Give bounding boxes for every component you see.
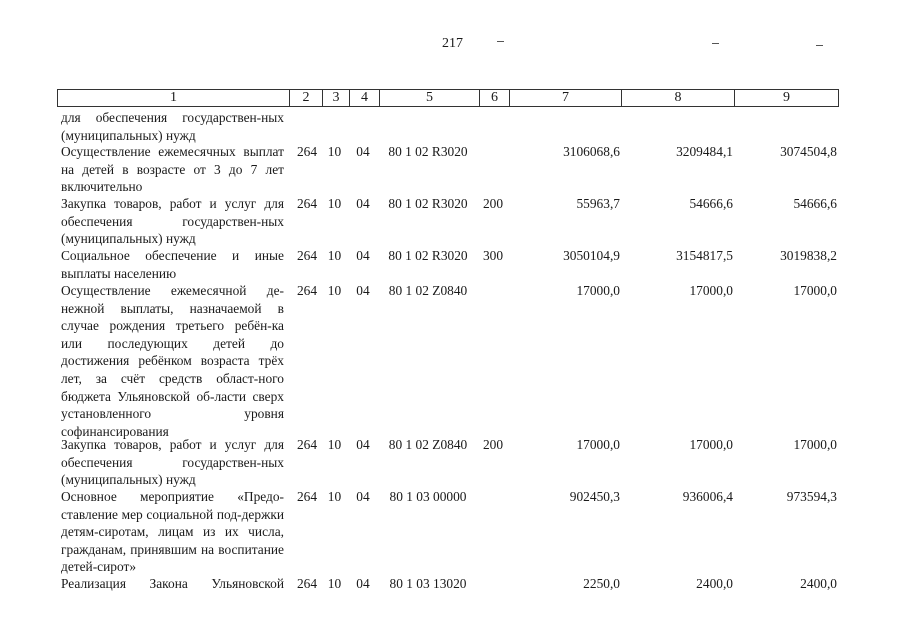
header-col-1: 1 bbox=[170, 90, 177, 105]
cell-col-8: 3154817,5 bbox=[676, 248, 733, 263]
scan-mark bbox=[497, 41, 504, 42]
cell-col-7: 2250,0 bbox=[583, 576, 620, 591]
row-description: Социальное обеспечение и иные выплаты населению bbox=[61, 248, 284, 281]
cell-col-9: 2400,0 bbox=[800, 576, 837, 591]
cell-col-5: 80 1 02 R3020 bbox=[388, 144, 468, 159]
cell-col-9: 973594,3 bbox=[786, 489, 837, 504]
cell-col-2: 264 bbox=[296, 283, 318, 298]
header-col-2: 2 bbox=[289, 90, 322, 106]
row-description: Реализация Закона Ульяновской bbox=[61, 576, 284, 591]
cell-col-7: 902450,3 bbox=[569, 489, 620, 504]
cell-col-4: 04 bbox=[356, 144, 370, 159]
cell-col-8: 17000,0 bbox=[689, 283, 733, 298]
cell-col-3: 10 bbox=[327, 144, 342, 159]
cell-col-7: 55963,7 bbox=[576, 196, 620, 211]
cell-col-2: 264 bbox=[296, 489, 318, 504]
cell-col-8: 936006,4 bbox=[682, 489, 733, 504]
cell-col-4: 04 bbox=[356, 283, 370, 298]
cell-col-9: 17000,0 bbox=[793, 437, 837, 452]
row-description: Закупка товаров, работ и услуг для обеспечения государствен-ных (муниципальных) нужд bbox=[61, 196, 284, 247]
cell-col-7: 3050104,9 bbox=[563, 248, 620, 263]
cell-col-4: 04 bbox=[356, 489, 370, 504]
cell-col-6: 200 bbox=[482, 437, 504, 452]
cell-col-5: 80 1 02 R3020 bbox=[388, 248, 468, 263]
cell-col-3: 10 bbox=[327, 248, 342, 263]
row-description: Закупка товаров, работ и услуг для обеспечения государствен-ных (муниципальных) нужд bbox=[61, 437, 284, 488]
cell-col-3: 10 bbox=[327, 437, 342, 452]
header-col-8: 8 bbox=[621, 90, 734, 106]
cell-col-8: 3209484,1 bbox=[676, 144, 733, 159]
page-number: 217 bbox=[442, 36, 463, 51]
cell-col-4: 04 bbox=[356, 196, 370, 211]
table-header-row bbox=[57, 89, 839, 107]
cell-col-2: 264 bbox=[296, 196, 318, 211]
scan-mark bbox=[712, 43, 719, 44]
cell-col-7: 3106068,6 bbox=[563, 144, 620, 159]
row-description: Осуществление ежемесячной де-нежной выплаты, назначаемой в случае рождения третьего ребён-ка или последующих детей до достижения ребёнком возраста трёх лет, за счёт средств област-ного бюджета Ульяновской об-ласти сверх установленного уровня софинансирования bbox=[61, 283, 284, 439]
cell-col-2: 264 bbox=[296, 248, 318, 263]
cell-col-5: 80 1 03 13020 bbox=[389, 576, 467, 591]
cell-col-2: 264 bbox=[296, 437, 318, 452]
cell-col-9: 3074504,8 bbox=[780, 144, 837, 159]
header-col-3: 3 bbox=[322, 90, 349, 106]
cell-col-9: 3019838,2 bbox=[780, 248, 837, 263]
cell-col-7: 17000,0 bbox=[576, 283, 620, 298]
cell-col-3: 10 bbox=[327, 196, 342, 211]
cell-col-8: 2400,0 bbox=[696, 576, 733, 591]
cell-col-8: 54666,6 bbox=[689, 196, 733, 211]
row-description: Основное мероприятие «Предо-ставление мер социальной под-держки детям-сиротам, лицам из их числа, гражданам, принявшим на воспитание детей-сирот» bbox=[61, 489, 284, 575]
cell-col-6: 200 bbox=[482, 196, 504, 211]
cell-col-3: 10 bbox=[327, 489, 342, 504]
cell-col-7: 17000,0 bbox=[576, 437, 620, 452]
cell-col-8: 17000,0 bbox=[689, 437, 733, 452]
cell-col-5: 80 1 03 00000 bbox=[389, 489, 467, 504]
cell-col-4: 04 bbox=[356, 437, 370, 452]
cell-col-5: 80 1 02 Z0840 bbox=[388, 437, 468, 452]
scan-mark bbox=[816, 45, 823, 46]
row-description: для обеспечения государствен-ных (муниципальных) нужд bbox=[61, 110, 284, 143]
header-col-5: 5 bbox=[379, 90, 479, 106]
cell-col-3: 10 bbox=[327, 576, 342, 591]
cell-col-5: 80 1 02 Z0840 bbox=[388, 283, 468, 298]
cell-col-6: 300 bbox=[482, 248, 504, 263]
cell-col-4: 04 bbox=[356, 248, 370, 263]
cell-col-2: 264 bbox=[296, 576, 318, 591]
header-col-6: 6 bbox=[479, 90, 509, 106]
cell-col-3: 10 bbox=[327, 283, 342, 298]
header-col-9: 9 bbox=[734, 90, 838, 106]
cell-col-4: 04 bbox=[356, 576, 370, 591]
cell-col-9: 17000,0 bbox=[793, 283, 837, 298]
cell-col-2: 264 bbox=[296, 144, 318, 159]
header-col-4: 4 bbox=[349, 90, 379, 106]
cell-col-9: 54666,6 bbox=[793, 196, 837, 211]
cell-col-5: 80 1 02 R3020 bbox=[388, 196, 468, 211]
header-col-7: 7 bbox=[509, 90, 621, 106]
row-description: Осуществление ежемесячных выплат на детей в возрасте от 3 до 7 лет включительно bbox=[61, 144, 284, 195]
budget-table bbox=[57, 89, 839, 591]
